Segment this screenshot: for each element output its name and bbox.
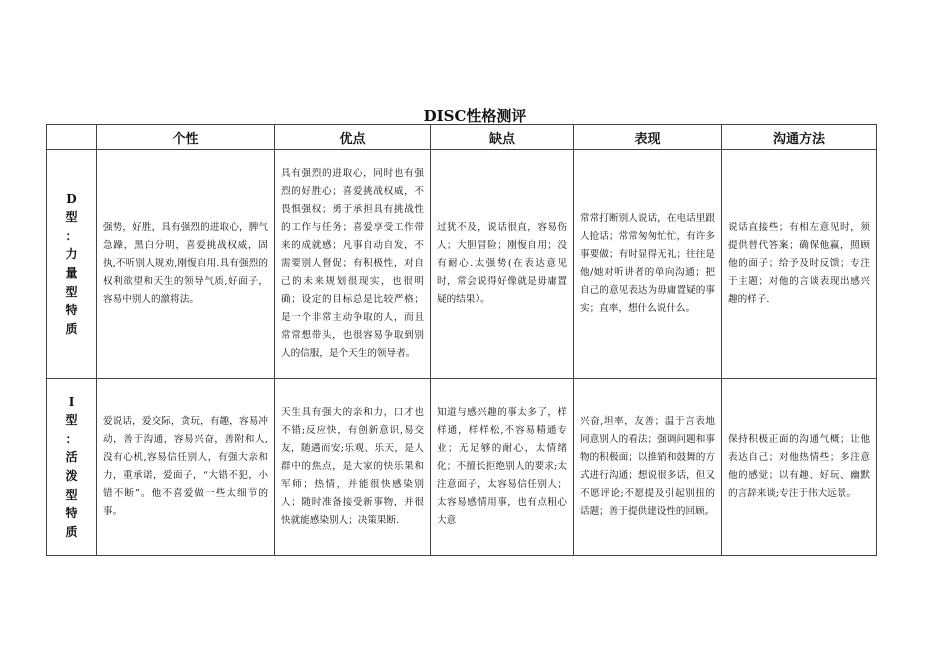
header-weaknesses: 缺点	[431, 125, 574, 150]
type-char: 型	[65, 487, 78, 502]
type-label-d	[47, 150, 97, 379]
communication-cell: 说话直接些；有相左意见时，须提供替代答案；确保他赢，照顾他的面子；给予及时反馈；专注于主题；对他的言谈表现出感兴趣的样子.	[728, 222, 870, 305]
type-char: I	[68, 394, 75, 409]
disc-table	[46, 124, 877, 556]
type-char: 活	[65, 450, 78, 465]
header-strengths: 优点	[275, 125, 431, 150]
personality-cell: 强势，好胜，具有强烈的进取心，脾气急躁，黑白分明，喜爱挑战权威，固执,不听别人规劝,刚愎自用.具有强烈的权利欲望和天生的领导气质,好面子，容易中别人的激将法。	[103, 222, 268, 305]
header-row	[47, 125, 877, 150]
type-char: 特	[65, 303, 78, 318]
type-char: ：	[65, 228, 78, 243]
header-empty	[47, 125, 97, 150]
weaknesses-cell: 知道与感兴趣的事太多了，样样通，样样松,不容易精通专业；无足够的耐心，太情绪化；不擅长拒绝别人的要求;太注意面子，太容易信任别人；太容易感情用事，也有点粗心大意	[437, 407, 567, 526]
behavior-cell: 常常打断别人说话，在电话里跟人抢话；常常匆匆忙忙，有许多事要做；有时显得无礼；往往是他/她对听讲者的单向沟通；把自己的意见表达为毋庸置疑的事实；直率，想什么说什么。	[580, 213, 715, 314]
type-char: 型	[65, 413, 78, 428]
type-char: 泼	[65, 469, 78, 483]
type-char: ：	[65, 431, 78, 446]
type-char: 型	[65, 284, 78, 299]
strengths-cell: 天生具有强大的亲和力，口才也不错;反应快，有创新意识,易交友，随遇而安;乐观、乐天，是人群中的焦点，是大家的快乐果和军师；热情，并能很快感染别人；随时准备接受新事物，并很快就能感染别人；决策果断.	[281, 407, 424, 526]
document-title: DISC性格测评	[423, 107, 527, 125]
type-label-i	[47, 379, 97, 556]
weaknesses-cell: 过犹不及，说话很直，容易伤人；大胆冒险；刚愎自用；没有耐心.太强势(在表达意见时，常会说得好像就是毋庸置疑的结果）。	[437, 222, 567, 305]
behavior-cell: 兴奋,坦率，友善；温于言表地同意别人的看法；强调问题和事物的积极面；以推销和鼓舞的方式进行沟通；想说很多话，但又不愿评论;不愿提及引起别扭的话题；善于提供建设性的回顾。	[580, 416, 715, 517]
communication-cell: 保持积极正面的沟通气概；让他表达自己；对他热情些；多注意他的感觉；以有趣、好玩、幽默的言辞来谈;专注于伟大远景。	[728, 434, 870, 499]
type-char: 型	[65, 210, 78, 225]
type-char: 力	[65, 247, 78, 262]
header-behavior: 表现	[574, 125, 722, 150]
type-char: 质	[65, 524, 78, 539]
personality-cell: 爱说话，爱交际，贪玩，有趣，容易冲动，善于沟通，容易兴奋，善附和人,没有心机,容易信任别人，有强大亲和力，重承诺，爱面子，“大错不犯，小错不断”。他不喜爱做一些太细节的事。	[103, 416, 268, 517]
table-row	[47, 150, 877, 379]
type-char: 量	[65, 266, 78, 280]
table-row	[47, 379, 877, 556]
header-personality: 个性	[97, 125, 275, 150]
type-char: 质	[65, 321, 78, 336]
strengths-cell: 具有强烈的进取心，同时也有强烈的好胜心；喜爱挑战权威，不畏惧强权；勇于承担具有挑战性的工作与任务；喜爱享受工作带来的成就感；凡事自动自发，不需要别人督促；有积极性，对自己的未来规划很现实，也很明确；设定的目标总是比较严格；是一个非常主动争取的人，而且常常想带头，也很容易争取到别人的信服，是个天生的领导者。	[281, 168, 424, 359]
header-communication: 沟通方法	[722, 125, 877, 150]
type-char: D	[66, 191, 77, 206]
type-char: 特	[65, 506, 78, 521]
